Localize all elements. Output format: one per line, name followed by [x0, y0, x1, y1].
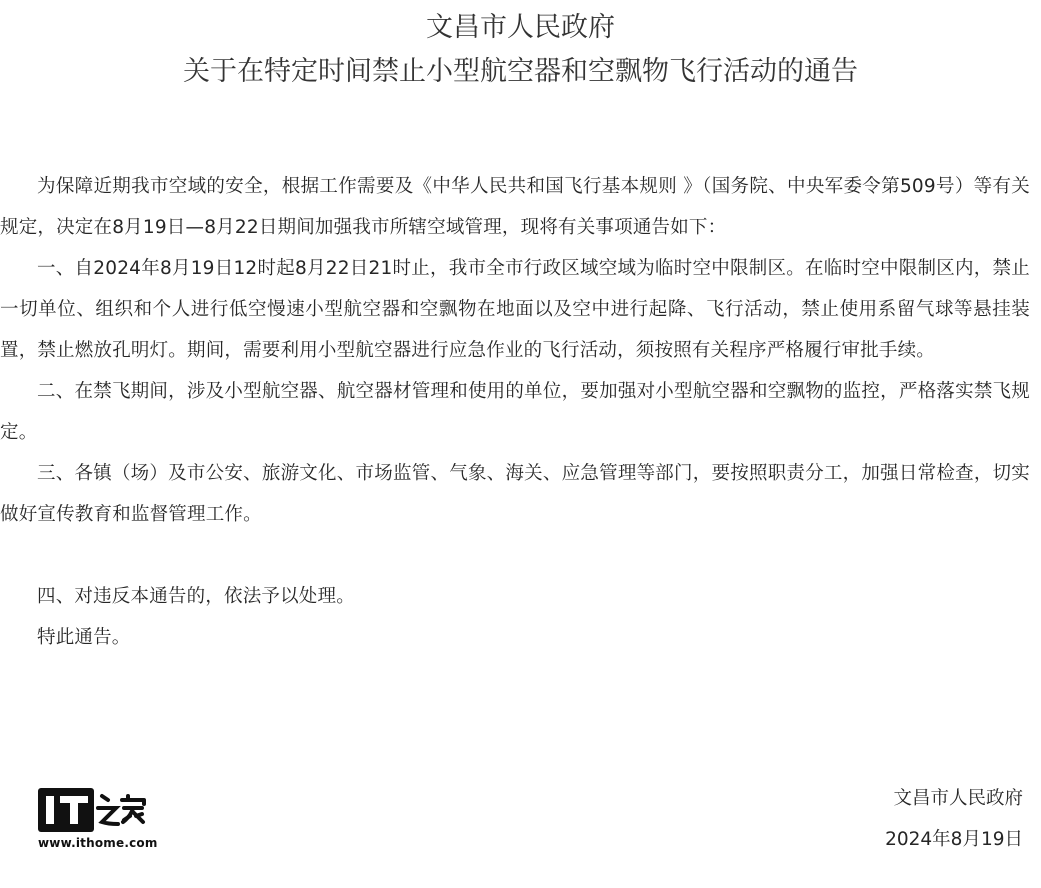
signature-date: 2024年8月19日: [885, 829, 1023, 850]
ithome-logo-icon: [38, 786, 158, 834]
notice-body: [0, 166, 1030, 658]
issuer-title: 文昌市人民政府: [426, 12, 615, 43]
notice-title: 关于在特定时间禁止小型航空器和空飘物飞行活动的通告: [183, 56, 858, 87]
paragraph-item-1: 一、自2024年8月19日12时起8月22日21时止，我市全市行政区域空域为临时空中限制区。在临时空中限制区内，禁止一切单位、组织和个人进行低空慢速小型航空器和空飘物在地面以及空中进行起降、飞行活动，禁止使用系留气球等悬挂装置，禁止燃放孔明灯。期间，需要利用小型航空器进行应急作业的飞行活动，须按照有关程序严格履行审批手续。: [0, 258, 1030, 361]
paragraph-closing-remark: 特此通告。: [37, 627, 131, 648]
ithome-logo: [38, 786, 158, 858]
paragraph-intro: 为保障近期我市空域的安全，根据工作需要及《中华人民共和国飞行基本规则 》（国务院、中央军委令第509号）等有关规定，决定在8月19日—8月22日期间加强我市所辖空域管理，现将有关事项通告如下：: [0, 176, 1030, 238]
paragraph-item-2: 二、在禁飞期间，涉及小型航空器、航空器材管理和使用的单位，要加强对小型航空器和空飘物的监控，严格落实禁飞规定。: [0, 381, 1030, 443]
notice-header: [0, 6, 1041, 94]
paragraph-item-4: 四、对违反本通告的，依法予以处理。: [37, 586, 355, 607]
ithome-url: www.ithome.com: [38, 836, 158, 850]
paragraph-item-3: 三、各镇（场）及市公安、旅游文化、市场监管、气象、海关、应急管理等部门，要按照职责分工，加强日常检查，切实做好宣传教育和监督管理工作。: [0, 463, 1030, 525]
signature-issuer: 文昌市人民政府: [893, 788, 1023, 809]
notice-signature: [885, 778, 1023, 860]
